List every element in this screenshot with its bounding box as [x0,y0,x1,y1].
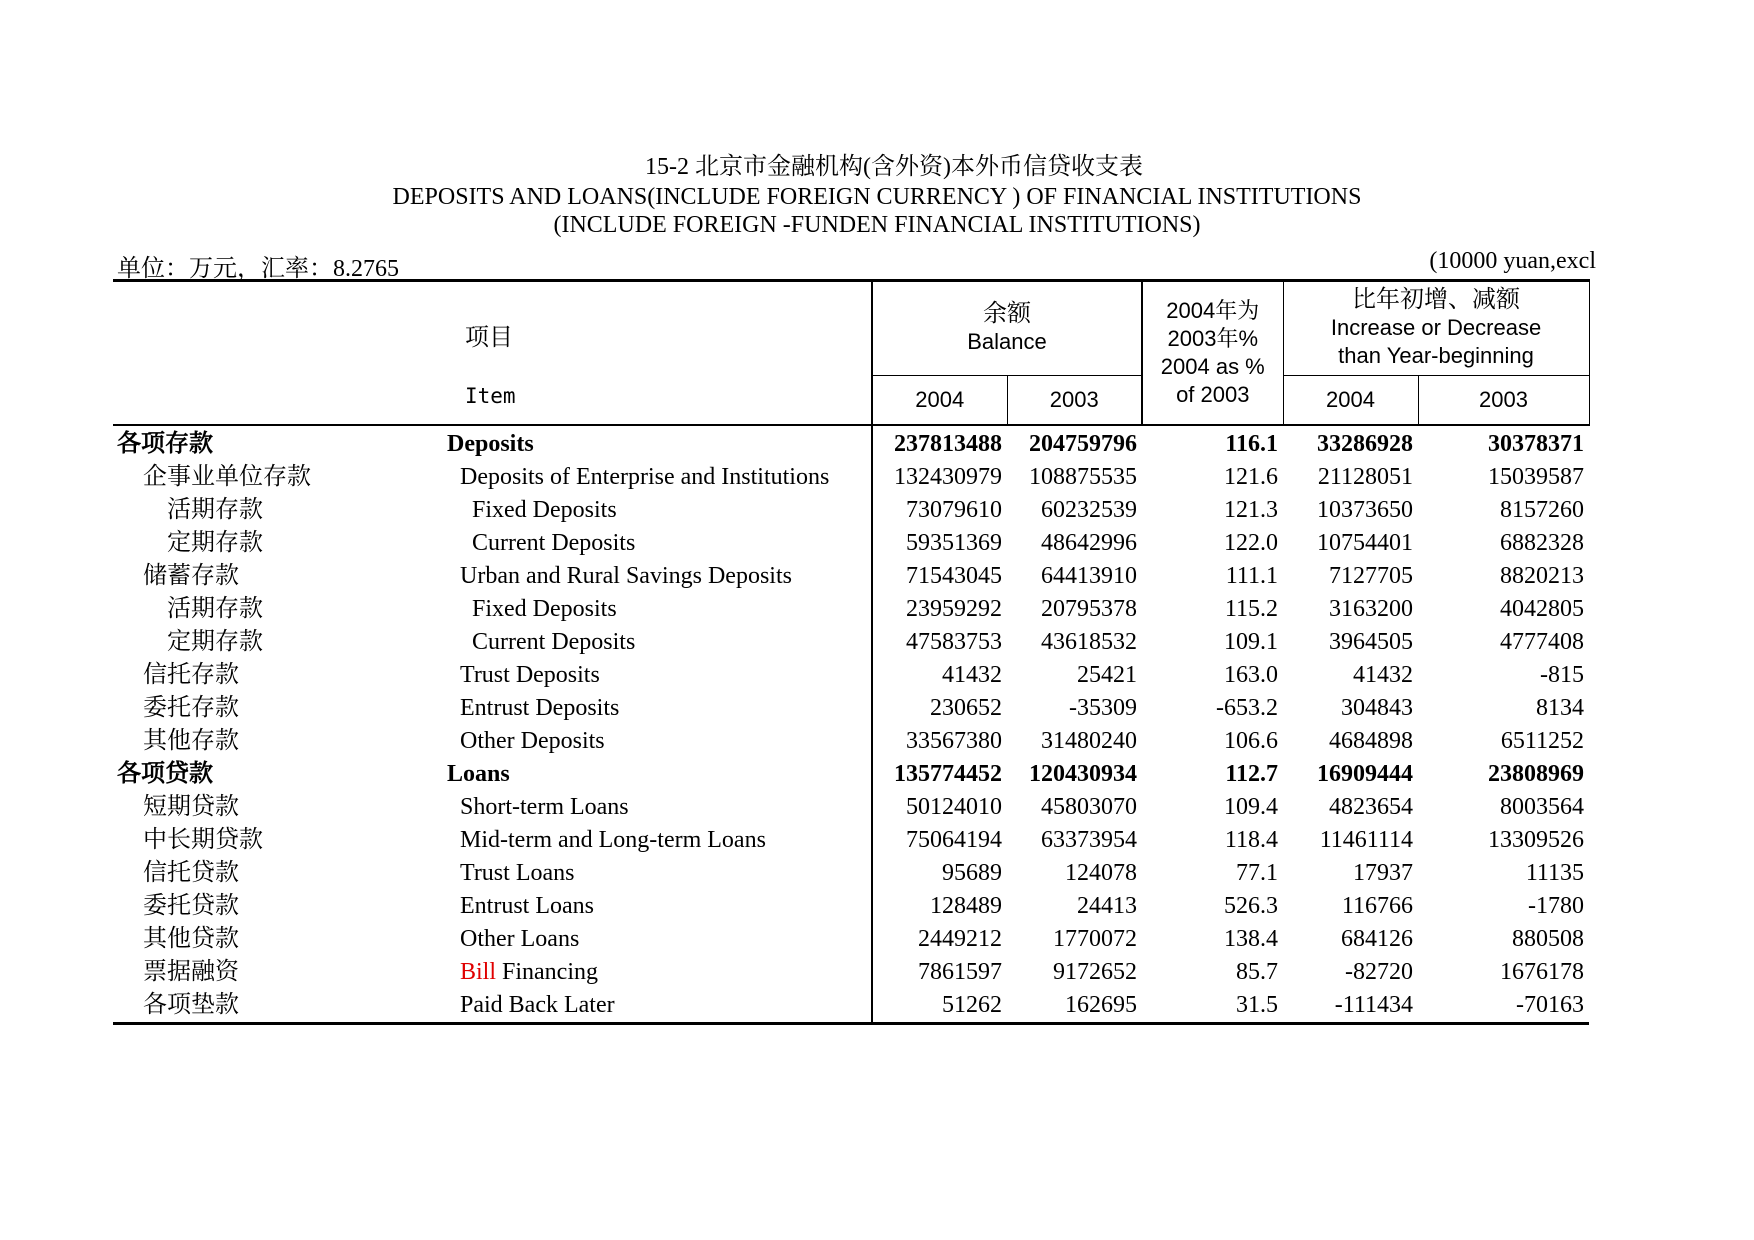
row-label-cn: 信托存款 [143,662,239,688]
balance-2004: 2449212 [872,923,1007,956]
row-label-en: Current Deposits [472,530,636,556]
row-label-cn: 定期存款 [167,629,263,655]
row-label-en: Entrust Deposits [460,695,620,721]
increase-2003: 4777408 [1500,629,1585,655]
row-label-en [443,956,872,989]
percent-value: 31.5 [1142,989,1283,1024]
increase-2004: 7127705 [1329,563,1414,589]
increase-2003: 11135 [1525,860,1585,886]
balance-2003: 1770072 [1053,926,1138,952]
percent-value: -653.2 [1216,695,1279,721]
header-balance [872,281,1142,376]
row-label-cn: 委托存款 [143,695,239,721]
row-label-en: Deposits [447,431,534,457]
header-increase-en2: than Year-beginning [1338,343,1534,369]
balance-2003: -35309 [1069,695,1138,721]
increase-2003: -815 [1540,662,1585,688]
header-balance-2004: 2004 [872,375,1007,425]
balance-2003: 108875535 [1029,464,1138,490]
balance-2003: 162695 [1007,989,1142,1024]
increase-2003: -70163 [1418,989,1589,1024]
increase-2004: 116766 [1341,893,1414,919]
increase-2004: 10754401 [1317,530,1414,556]
balance-2004: 23959292 [872,593,1007,626]
balance-2003: 31480240 [1041,728,1138,754]
percent-value: 121.6 [1224,464,1279,490]
header-balance-en: Balance [967,329,1047,355]
row-label-en: Current Deposits [472,629,636,655]
header-balance-2003: 2003 [1007,375,1142,425]
increase-2004: 304843 [1341,695,1414,721]
unit-note-en: (10000 yuan,excl [1429,248,1596,274]
header-item [113,281,872,426]
increase-2004: 11461114 [1319,827,1414,853]
increase-2004: 33286928 [1317,431,1414,457]
increase-2003: 1676178 [1500,959,1585,985]
header-percent-line3: 2004 as % [1160,354,1265,379]
balance-2003: 60232539 [1041,497,1138,523]
row-label-en: Fixed Deposits [472,596,617,622]
header-percent-line1: 2004年为 [1166,298,1260,323]
header-increase-2004: 2004 [1283,375,1418,425]
header-percent-line4: of 2003 [1176,382,1250,407]
table-row [113,659,1589,692]
row-label-cn: 信托贷款 [143,860,239,886]
balance-2004: 132430979 [872,461,1007,494]
increase-2003: 30378371 [1488,431,1585,457]
header-percent [1142,281,1283,426]
row-label-en: Mid-term and Long-term Loans [460,827,766,853]
increase-2004: -111434 [1283,989,1418,1024]
row-label-cn: 活期存款 [167,596,263,622]
table-row [113,923,1589,956]
row-label-en: Trust Deposits [460,662,600,688]
percent-value: 109.1 [1224,629,1279,655]
row-label-en: Entrust Loans [460,893,594,919]
row-label-en: Trust Loans [460,860,575,886]
increase-2003: 13309526 [1488,827,1585,853]
balance-2003: 24413 [1077,893,1138,919]
percent-value: 121.3 [1224,497,1279,523]
increase-2003: 15039587 [1488,464,1585,490]
table-row [113,461,1589,494]
percent-value: 112.7 [1225,761,1279,787]
increase-2004: 4823654 [1329,794,1414,820]
percent-value: 85.7 [1236,959,1279,985]
increase-2003: -1780 [1528,893,1585,919]
row-label-cn: 中长期贷款 [143,827,263,853]
increase-2004: 41432 [1353,662,1414,688]
balance-2004: 73079610 [872,494,1007,527]
increase-2004: 3163200 [1329,596,1414,622]
increase-2004: 3964505 [1329,629,1414,655]
increase-2004: 4684898 [1329,728,1414,754]
table-row [113,989,1589,1024]
table-row [113,692,1589,725]
header-balance-cn: 余额 [983,301,1031,328]
balance-2003: 120430934 [1029,761,1138,787]
page-title-en-line2: (INCLUDE FOREIGN -FUNDEN FINANCIAL INSTITUTIONS) [553,212,1201,238]
table-row [113,593,1589,626]
row-label-en-highlight: Bill [460,959,497,985]
balance-2003: 124078 [1065,860,1138,886]
row-label-cn: 各项存款 [117,431,213,457]
table-row [113,758,1589,791]
increase-2003: 8003564 [1500,794,1585,820]
percent-value: 118.4 [1224,827,1279,853]
row-label-cn: 储蓄存款 [143,563,239,589]
row-label-cn: 定期存款 [167,530,263,556]
percent-value: 163.0 [1224,662,1279,688]
table-row [113,527,1589,560]
balance-2004: 50124010 [872,791,1007,824]
table-row [113,494,1589,527]
increase-2004: 21128051 [1317,464,1414,490]
balance-2004: 128489 [872,890,1007,923]
balance-2003: 9172652 [1053,959,1138,985]
row-label-cn: 其他存款 [143,728,239,754]
table-row [113,824,1589,857]
unit-note-cn: 单位：万元，汇率：8.2765 [117,256,399,282]
row-label-en: Paid Back Later [443,989,872,1024]
balance-2004: 33567380 [872,725,1007,758]
percent-value: 109.4 [1224,794,1279,820]
percent-value: 106.6 [1224,728,1279,754]
row-label-cn: 活期存款 [167,497,263,523]
increase-2004: 10373650 [1317,497,1414,523]
table-row [113,890,1589,923]
balance-2003: 45803070 [1041,794,1138,820]
balance-2004: 59351369 [872,527,1007,560]
header-increase-en1: Increase or Decrease [1330,315,1542,341]
row-label-cn: 票据融资 [143,959,239,985]
percent-value: 138.4 [1224,926,1279,952]
balance-2003: 48642996 [1041,530,1138,556]
percent-value: 77.1 [1236,860,1279,886]
balance-2003: 43618532 [1041,629,1138,655]
row-label-cn: 各项贷款 [117,761,213,787]
row-label-en: Other Loans [460,926,580,952]
increase-2003: 6882328 [1500,530,1585,556]
table-row [113,857,1589,890]
balance-2004: 75064194 [872,824,1007,857]
page-title-cn: 15-2 北京市金融机构(含外资)本外币信贷收支表 [645,154,1143,180]
percent-value: 111.1 [1225,563,1279,589]
increase-2004: 684126 [1341,926,1414,952]
increase-2003: 8820213 [1500,563,1585,589]
credit-table [113,279,1590,1025]
balance-2003: 20795378 [1041,596,1138,622]
row-label-cn: 各项垫款 [113,989,443,1024]
row-label-en: Other Deposits [460,728,605,754]
table-row [113,560,1589,593]
balance-2004: 51262 [872,989,1007,1024]
header-increase-2003: 2003 [1418,375,1589,425]
balance-2003: 25421 [1077,662,1138,688]
table-row [113,956,1589,989]
increase-2004: 16909444 [1317,761,1414,787]
percent-value: 526.3 [1224,893,1279,919]
row-label-en-rest: Financing [496,959,599,985]
increase-2003: 6511252 [1500,728,1585,754]
balance-2004: 71543045 [872,560,1007,593]
balance-2004: 47583753 [872,626,1007,659]
balance-2004: 7861597 [872,956,1007,989]
row-label-en: Fixed Deposits [472,497,617,523]
percent-value: 116.1 [1225,431,1279,457]
increase-2004: -82720 [1345,959,1414,985]
balance-2004: 95689 [872,857,1007,890]
percent-value: 115.2 [1224,596,1279,622]
increase-2003: 4042805 [1500,596,1585,622]
increase-2003: 23808969 [1488,761,1585,787]
row-label-en: Urban and Rural Savings Deposits [460,563,792,589]
table-row [113,725,1589,758]
balance-2003: 64413910 [1041,563,1138,589]
balance-2004: 230652 [872,692,1007,725]
row-label-cn: 短期贷款 [143,794,239,820]
increase-2004: 17937 [1353,860,1414,886]
row-label-en: Short-term Loans [460,794,629,820]
header-increase-cn: 比年初增、减额 [1352,287,1521,314]
header-increase [1283,281,1589,376]
row-label-cn: 其他贷款 [143,926,239,952]
percent-value: 122.0 [1224,530,1279,556]
balance-2003: 204759796 [1029,431,1138,457]
table-row [113,791,1589,824]
header-percent-line2: 2003年% [1167,326,1259,351]
increase-2003: 8134 [1536,695,1585,721]
row-label-cn: 企事业单位存款 [143,464,311,490]
header-item-en: Item [465,384,516,408]
row-label-cn: 委托贷款 [143,893,239,919]
page-title-en-line1: DEPOSITS AND LOANS(INCLUDE FOREIGN CURRENCY ) OF FINANCIAL INSTITUTIONS [392,184,1362,210]
balance-2004: 41432 [872,659,1007,692]
balance-2004: 135774452 [872,758,1007,791]
increase-2003: 880508 [1512,926,1585,952]
header-item-cn: 项目 [465,325,513,351]
increase-2003: 8157260 [1500,497,1585,523]
balance-2003: 63373954 [1041,827,1138,853]
table-row [113,425,1589,461]
row-label-en: Deposits of Enterprise and Institutions [460,464,830,490]
row-label-en: Loans [447,761,510,787]
table-row [113,626,1589,659]
balance-2004: 237813488 [872,425,1007,461]
